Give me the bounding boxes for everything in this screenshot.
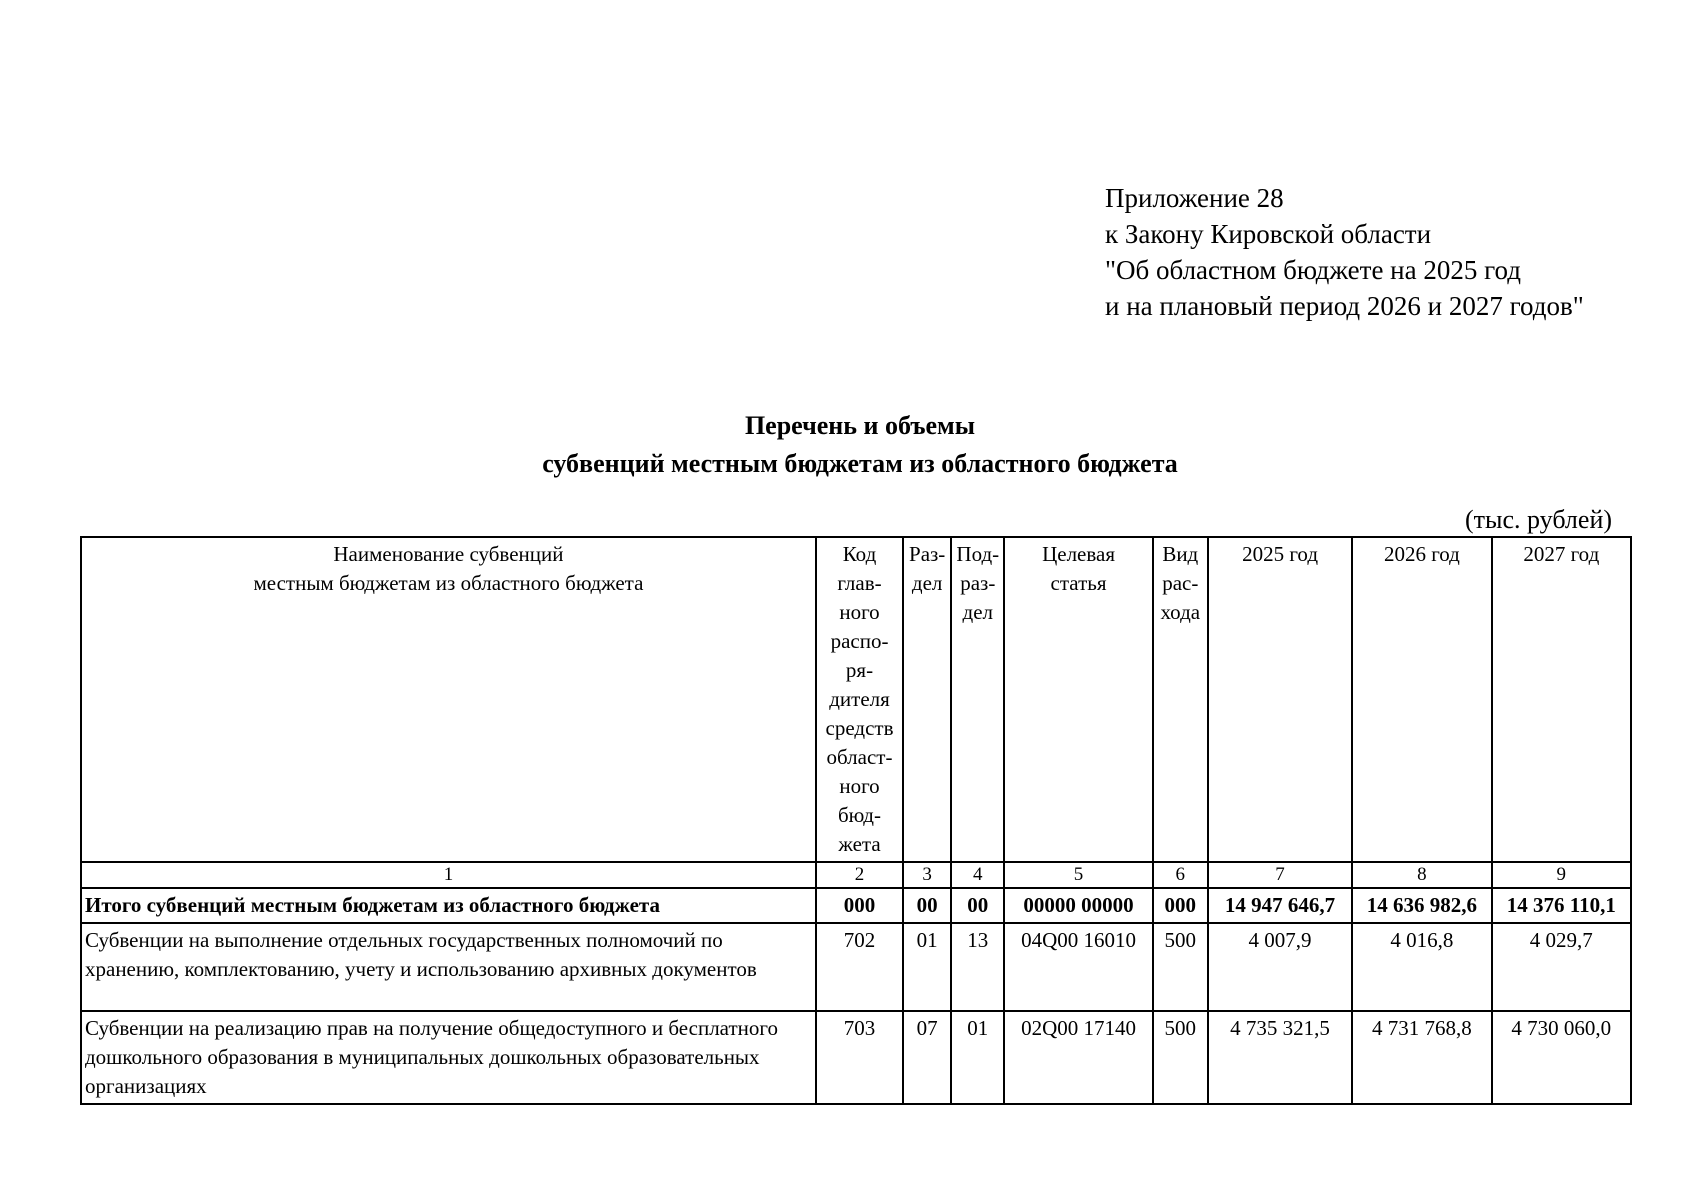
subvention-2025: 4 735 321,5 (1208, 1011, 1352, 1104)
header-text: Целевая (1042, 542, 1115, 566)
subvention-section: 07 (903, 1011, 951, 1104)
header-text: Вид (1162, 542, 1199, 566)
total-row (81, 888, 1631, 923)
column-number: 3 (903, 862, 951, 888)
header-target (1004, 537, 1152, 862)
header-text: ря- (845, 658, 874, 682)
table-row (81, 923, 1631, 1011)
title-line: субвенций местным бюджетам из областного бюджета (542, 449, 1178, 478)
subventions-table (80, 536, 1632, 1105)
header-code (816, 537, 903, 862)
total-section: 00 (903, 888, 951, 923)
header-text: дителя (829, 687, 890, 711)
header-text: Наименование субвенций (333, 542, 564, 566)
units-label: (тыс. рублей) (1465, 505, 1613, 534)
total-name: Итого субвенций местным бюджетам из областного бюджета (81, 888, 816, 923)
header-text: дел (911, 571, 943, 595)
header-text: хода (1160, 600, 1201, 624)
total-2025: 14 947 646,7 (1208, 888, 1352, 923)
subvention-target: 04Q00 16010 (1004, 923, 1152, 1011)
column-number: 2 (816, 862, 903, 888)
header-text: статья (1050, 571, 1107, 595)
column-number: 4 (951, 862, 1004, 888)
appendix-line: "Об областном бюджете на 2025 год (1105, 255, 1521, 285)
total-subsection: 00 (951, 888, 1004, 923)
subvention-expense-type: 500 (1153, 1011, 1208, 1104)
header-2027: 2027 год (1492, 537, 1631, 862)
header-text: местным бюджетам из областного бюджета (253, 571, 644, 595)
subvention-subsection: 13 (951, 923, 1004, 1011)
subvention-2025: 4 007,9 (1208, 923, 1352, 1011)
header-text: жета (838, 832, 881, 856)
header-row (81, 537, 1631, 862)
appendix-line: и на плановый период 2026 и 2027 годов" (1105, 291, 1584, 321)
column-number: 1 (81, 862, 816, 888)
header-text: бюд- (838, 803, 881, 827)
header-text: глав- (837, 571, 882, 595)
header-text: средств (825, 716, 894, 740)
subvention-2026: 4 731 768,8 (1352, 1011, 1491, 1104)
total-2026: 14 636 982,6 (1352, 888, 1491, 923)
header-2025: 2025 год (1208, 537, 1352, 862)
header-text: раз- (960, 571, 996, 595)
total-expense-type: 000 (1153, 888, 1208, 923)
subvention-code: 702 (816, 923, 903, 1011)
header-text: Раз- (909, 542, 946, 566)
subvention-name: Субвенции на реализацию прав на получение общедоступного и бесплатного дошкольного образования в муниципальных дошкольных образовательных организациях (81, 1011, 816, 1104)
header-subsection (951, 537, 1004, 862)
column-number: 9 (1492, 862, 1631, 888)
header-text: област- (826, 745, 893, 769)
column-number: 5 (1004, 862, 1152, 888)
document-title (0, 407, 1695, 483)
subvention-2027: 4 029,7 (1492, 923, 1631, 1011)
subvention-2027: 4 730 060,0 (1492, 1011, 1631, 1104)
appendix-note (1105, 180, 1584, 324)
subvention-name: Субвенции на выполнение отдельных государственных полномочий по хранению, комплектованию, учету и использованию архивных документов (81, 923, 816, 1011)
header-text: дел (962, 600, 994, 624)
subvention-expense-type: 500 (1153, 923, 1208, 1011)
subvention-subsection: 01 (951, 1011, 1004, 1104)
appendix-line: Приложение 28 (1105, 183, 1284, 213)
total-2027: 14 376 110,1 (1492, 888, 1631, 923)
title-line: Перечень и объемы (744, 411, 976, 440)
total-target: 00000 00000 (1004, 888, 1152, 923)
subvention-section: 01 (903, 923, 951, 1011)
header-text: Под- (956, 542, 1000, 566)
subvention-target: 02Q00 17140 (1004, 1011, 1152, 1104)
appendix-line: к Закону Кировской области (1105, 219, 1432, 249)
subvention-2026: 4 016,8 (1352, 923, 1491, 1011)
column-number: 7 (1208, 862, 1352, 888)
header-text: ного (839, 774, 880, 798)
header-expense-type (1153, 537, 1208, 862)
header-text: ного (839, 600, 880, 624)
table-row (81, 1011, 1631, 1104)
column-number-row (81, 862, 1631, 888)
header-name (81, 537, 816, 862)
header-text: рас- (1162, 571, 1199, 595)
subvention-code: 703 (816, 1011, 903, 1104)
header-section (903, 537, 951, 862)
header-text: распо- (830, 629, 889, 653)
header-2026: 2026 год (1352, 537, 1491, 862)
header-text: Код (842, 542, 877, 566)
column-number: 6 (1153, 862, 1208, 888)
column-number: 8 (1352, 862, 1491, 888)
total-code: 000 (816, 888, 903, 923)
